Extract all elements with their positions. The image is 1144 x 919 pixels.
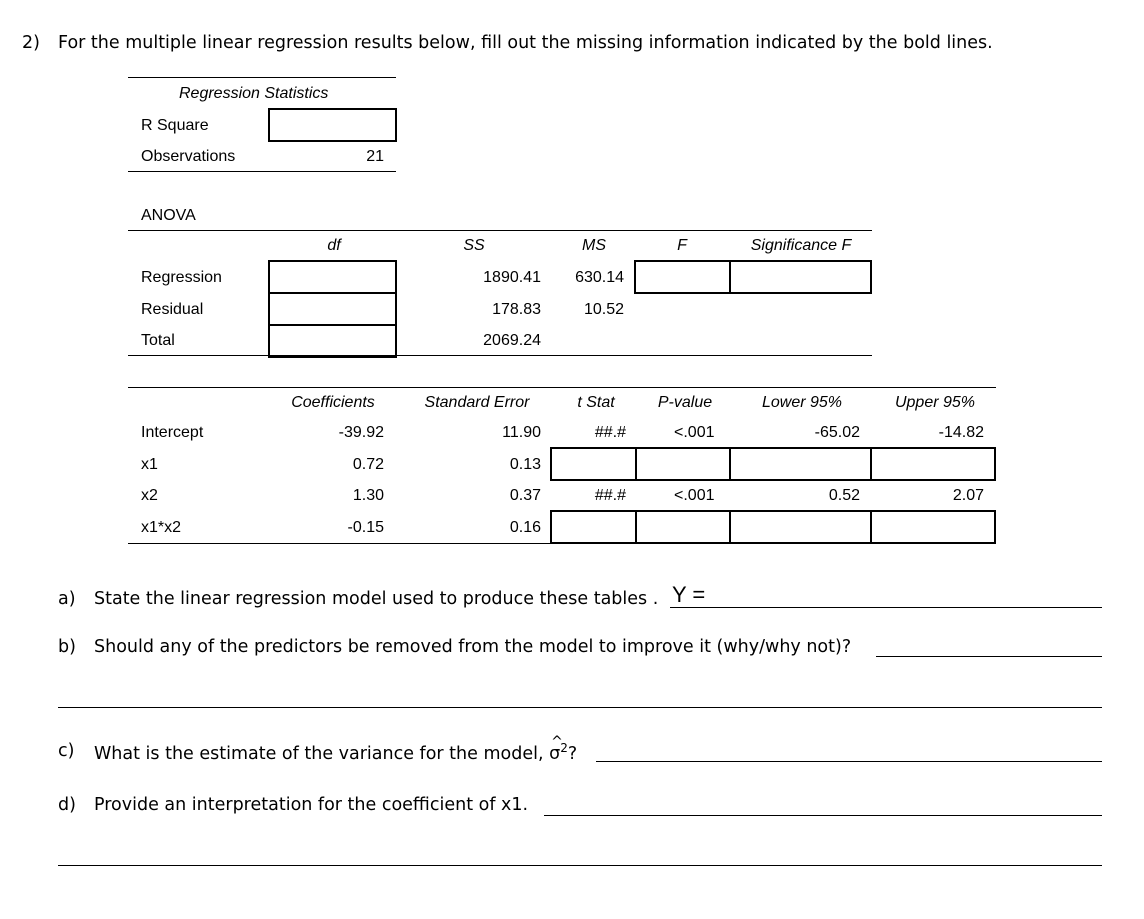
question-text: For the multiple linear regression results below, fill out the missing information indicated by the bold lines. xyxy=(58,33,993,53)
sigma-symbol: σ xyxy=(549,743,561,764)
table-rule xyxy=(128,171,396,172)
part-b-answer-line[interactable] xyxy=(876,656,1102,657)
coef-x1-lower95-box[interactable] xyxy=(729,447,872,481)
anova-regression-ss: 1890.41 xyxy=(483,269,541,286)
coef-x2-upper95: 2.07 xyxy=(952,487,984,504)
part-a-answer-line[interactable] xyxy=(670,607,1102,608)
coef-x2-se: 0.37 xyxy=(509,487,541,504)
coef-header-p-value: P-value xyxy=(657,394,713,411)
part-b-letter: b) xyxy=(58,637,76,657)
anova-header-f: F xyxy=(677,237,687,254)
part-c-line xyxy=(94,733,578,764)
anova-residual-label: Residual xyxy=(141,301,204,318)
coef-header-coefficients: Coefficients xyxy=(291,394,375,411)
part-c-letter: c) xyxy=(58,741,75,761)
part-d-letter: d) xyxy=(58,795,76,815)
anova-regression-ms: 630.14 xyxy=(575,269,624,286)
part-d-answer-line-2[interactable] xyxy=(58,865,1102,866)
coef-intercept-coefficient: -39.92 xyxy=(338,424,384,441)
anova-total-ss: 2069.24 xyxy=(483,332,541,349)
coef-x2-lower95: 0.52 xyxy=(828,487,860,504)
r-square-label: R Square xyxy=(141,117,209,134)
anova-total-df-box[interactable] xyxy=(268,324,397,358)
anova-residual-ss: 178.83 xyxy=(492,301,541,318)
coef-x1-t-stat-box[interactable] xyxy=(550,447,637,481)
anova-header-ss: SS xyxy=(463,237,485,254)
coef-header-standard-error: Standard Error xyxy=(424,394,530,411)
observations-label: Observations xyxy=(141,148,236,165)
anova-total-label: Total xyxy=(141,332,175,349)
r-square-answer-box[interactable] xyxy=(268,108,397,142)
coef-x1x2-upper95-box[interactable] xyxy=(870,510,996,544)
coef-x2-p-value: <.001 xyxy=(674,487,715,504)
anova-regression-label: Regression xyxy=(141,269,222,286)
table-rule xyxy=(128,387,996,388)
part-b-answer-line-2[interactable] xyxy=(58,707,1102,708)
part-a-letter: a) xyxy=(58,589,76,609)
anova-header-df: df xyxy=(327,237,341,254)
coef-intercept-t-stat: ##.# xyxy=(594,424,626,441)
question-number: 2) xyxy=(22,33,40,53)
coef-row-label-x1x2: x1*x2 xyxy=(141,519,182,536)
coef-x2-t-stat: ##.# xyxy=(594,487,626,504)
part-c-text: What is the estimate of the variance for the model, xyxy=(94,743,544,764)
anova-regression-df-box[interactable] xyxy=(268,260,397,294)
coef-x1x2-se: 0.16 xyxy=(509,519,541,536)
part-a-text: State the linear regression model used to produce these tables . xyxy=(94,589,659,609)
coef-x1-upper95-box[interactable] xyxy=(870,447,996,481)
anova-significance-f-answer-box[interactable] xyxy=(729,260,872,294)
coef-intercept-se: 11.90 xyxy=(502,424,541,441)
hat-accent: ^ xyxy=(551,733,563,750)
coef-x2-coefficient: 1.30 xyxy=(352,487,384,504)
coef-row-label-x2: x2 xyxy=(141,487,158,504)
coef-x1x2-t-stat-box[interactable] xyxy=(550,510,637,544)
coef-header-upper-95: Upper 95% xyxy=(894,394,976,411)
coef-row-label-x1: x1 xyxy=(141,456,158,473)
coef-intercept-p-value: <.001 xyxy=(674,424,715,441)
part-b-text: Should any of the predictors be removed from the model to improve it (why/why not)? xyxy=(94,637,852,657)
coef-intercept-upper95: -14.82 xyxy=(938,424,984,441)
anova-residual-ms: 10.52 xyxy=(583,301,624,318)
table-rule xyxy=(128,543,553,544)
part-a-model-prefix: Y = xyxy=(672,582,706,607)
anova-header-ms: MS xyxy=(582,237,606,254)
table-rule xyxy=(128,355,872,356)
part-d-answer-line[interactable] xyxy=(544,815,1102,816)
squared-superscript: 2 xyxy=(560,741,568,755)
coef-x1-se: 0.13 xyxy=(509,456,541,473)
coef-header-lower-95: Lower 95% xyxy=(761,394,843,411)
coef-intercept-lower95: -65.02 xyxy=(814,424,860,441)
part-d-text: Provide an interpretation for the coefficient of x1. xyxy=(94,795,529,815)
table-rule xyxy=(128,77,396,78)
anova-residual-df-box[interactable] xyxy=(268,292,397,326)
coef-x1x2-p-value-box[interactable] xyxy=(635,510,731,544)
part-c-question-mark: ? xyxy=(567,743,578,764)
sigma-hat-symbol xyxy=(549,733,563,764)
observations-value: 21 xyxy=(366,148,384,165)
anova-title: ANOVA xyxy=(141,207,196,224)
coef-x1-p-value-box[interactable] xyxy=(635,447,731,481)
regression-stats-title: Regression Statistics xyxy=(179,85,329,102)
anova-header-significance-f: Significance F xyxy=(750,237,852,254)
coef-x1-coefficient: 0.72 xyxy=(352,456,384,473)
table-rule xyxy=(128,230,872,231)
coef-x1x2-coefficient: -0.15 xyxy=(347,519,384,536)
coef-header-t-stat: t Stat xyxy=(577,394,615,411)
coef-x1x2-lower95-box[interactable] xyxy=(729,510,872,544)
anova-f-answer-box[interactable] xyxy=(634,260,731,294)
coef-row-label-intercept: Intercept xyxy=(141,424,204,441)
part-c-answer-line[interactable] xyxy=(596,761,1102,762)
